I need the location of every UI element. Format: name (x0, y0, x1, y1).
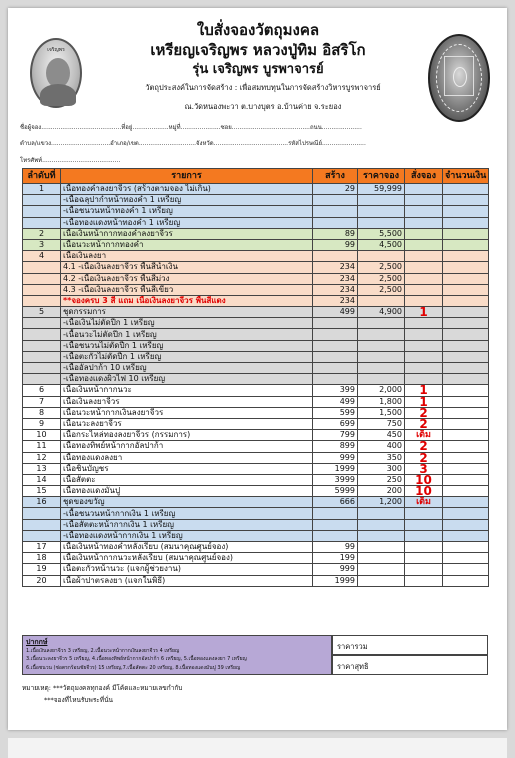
table-row (23, 542, 489, 553)
row-amount[interactable] (443, 217, 489, 228)
row-item: เนื้อนวะลงยาจีวร (61, 418, 313, 429)
table-row (23, 318, 489, 329)
row-order[interactable] (405, 295, 443, 306)
row-price (358, 564, 405, 575)
row-amount[interactable] (443, 295, 489, 306)
row-no (23, 351, 61, 362)
row-amount[interactable] (443, 430, 489, 441)
row-order[interactable] (405, 530, 443, 541)
row-price (358, 251, 405, 262)
form-title: ใบสั่งจองวัตถุมงคล (196, 21, 320, 39)
table-row (23, 553, 489, 564)
row-no (23, 262, 61, 273)
table-row (23, 575, 489, 586)
row-item: เนื้อกระไหล่ทองลงยาจีวร (กรรมการ) (61, 430, 313, 441)
row-order[interactable]: 2 (405, 407, 443, 418)
row-amount[interactable] (443, 497, 489, 508)
row-order[interactable] (405, 340, 443, 351)
row-qty: 234 (313, 273, 358, 284)
row-no: 1 (23, 184, 61, 195)
row-price (358, 519, 405, 530)
row-price: 4,900 (358, 307, 405, 318)
col-header-order: สั่งจอง (405, 169, 443, 184)
col-header-qty: สร้าง (313, 169, 358, 184)
row-qty (313, 519, 358, 530)
table-row (23, 239, 489, 250)
row-amount[interactable] (443, 318, 489, 329)
row-amount[interactable] (443, 284, 489, 295)
row-qty: 1999 (313, 575, 358, 586)
row-amount[interactable] (443, 474, 489, 485)
row-qty: 234 (313, 284, 358, 295)
row-amount[interactable] (443, 564, 489, 575)
row-qty (313, 351, 358, 362)
row-qty (313, 217, 358, 228)
row-qty (313, 251, 358, 262)
table-row (23, 284, 489, 295)
row-no: 11 (23, 441, 61, 452)
note-line-3: 6.เนื้อชนวน (ช่อตรกร้อนชัยจีวร) 15 เหรียญ,7.เนื้อสัตตะ 20 เหรียญ, 8.เนื้อทองแดงมันปู 39 เหรียญ (26, 664, 241, 671)
row-order[interactable]: 1 (405, 385, 443, 396)
table-header-row (23, 169, 489, 184)
row-price: 400 (358, 441, 405, 452)
row-item: **จองครบ 3 สี แถม เนื้อเงินลงยาจีวร พื้นสีแดง (61, 295, 313, 306)
row-price: 2,000 (358, 385, 405, 396)
row-amount[interactable] (443, 418, 489, 429)
table-row (23, 262, 489, 273)
row-qty (313, 340, 358, 351)
row-price: 300 (358, 463, 405, 474)
row-qty (313, 318, 358, 329)
row-order[interactable]: 2 (405, 452, 443, 463)
row-order[interactable] (405, 239, 443, 250)
row-qty: 799 (313, 430, 358, 441)
note-title: ปากกษ์ (26, 638, 48, 646)
row-no: 12 (23, 452, 61, 463)
table-row (23, 184, 489, 195)
row-order[interactable] (405, 262, 443, 273)
row-price (358, 575, 405, 586)
row-item: เนื้อตะกั่วหน้านวะ (แจกผู้ช่วยงาน) (61, 564, 313, 575)
row-price: 1,200 (358, 497, 405, 508)
table-row (23, 206, 489, 217)
row-item: -เนื้อทองแดงหน้ากากเงิน 1 เหรียญ (61, 530, 313, 541)
row-item: เนื้อเงินหน้ากากนวะหลังเรียบ (สมนาคุณศูนย์จอง) (61, 553, 313, 564)
table-row (23, 497, 489, 508)
row-qty: 99 (313, 239, 358, 250)
row-qty: 499 (313, 396, 358, 407)
row-price: 2,500 (358, 284, 405, 295)
table-row (23, 195, 489, 206)
row-no: 13 (23, 463, 61, 474)
row-amount[interactable] (443, 351, 489, 362)
row-qty: 899 (313, 441, 358, 452)
row-no: 20 (23, 575, 61, 586)
row-item: -เนื้อชนวนหน้าทองคำ 1 เหรียญ (61, 206, 313, 217)
row-no: 14 (23, 474, 61, 485)
row-price (358, 363, 405, 374)
row-no: 3 (23, 239, 61, 250)
row-no (23, 206, 61, 217)
row-item: ชุดของขวัญ (61, 497, 313, 508)
row-item: -เนื้ออัลปาก้า 10 เหรียญ (61, 363, 313, 374)
table-row (23, 508, 489, 519)
row-no (23, 519, 61, 530)
row-amount[interactable] (443, 542, 489, 553)
row-amount[interactable] (443, 340, 489, 351)
purpose-text: วัตถุประสงค์ในการจัดสร้าง : เพื่อสมทบทุนในการจัดสร้างวิหารบูรพาจารย์ (145, 83, 381, 92)
row-item: เนื้อสัตตะ (61, 474, 313, 485)
row-amount[interactable] (443, 251, 489, 262)
row-no (23, 217, 61, 228)
row-item: -เนื้อชนวนหน้ากากเงิน 1 เหรียญ (61, 508, 313, 519)
note-line-1: 1.เนื้อเงินลงยาจีวร 3 เหรียญ, 2.เนื้อนวะหน้ากากเงินลงยาจีวร 4 เหรียญ (26, 647, 180, 654)
table-row (23, 441, 489, 452)
row-qty (313, 363, 358, 374)
row-amount[interactable] (443, 385, 489, 396)
row-item: เนื้อเงินลงยา (61, 251, 313, 262)
row-no: 16 (23, 497, 61, 508)
row-order[interactable]: 2 (405, 418, 443, 429)
row-qty (313, 206, 358, 217)
row-item: -เนื้อเงินไม่ตัดปีก 1 เหรียญ (61, 318, 313, 329)
row-qty: 3999 (313, 474, 358, 485)
row-amount[interactable] (443, 519, 489, 530)
row-item: เนื้อเงินลงยาจีวร (61, 396, 313, 407)
row-order[interactable] (405, 273, 443, 284)
row-amount[interactable] (443, 508, 489, 519)
row-no (23, 284, 61, 295)
row-qty: 1999 (313, 463, 358, 474)
row-qty: 234 (313, 262, 358, 273)
row-no: 9 (23, 418, 61, 429)
table-row (23, 385, 489, 396)
row-amount[interactable] (443, 262, 489, 273)
row-no: 15 (23, 486, 61, 497)
row-qty: 666 (313, 497, 358, 508)
row-qty: 999 (313, 564, 358, 575)
row-order[interactable] (405, 251, 443, 262)
col-header-item: รายการ (61, 169, 313, 184)
row-price: 450 (358, 430, 405, 441)
row-item: เนื้อเงินหน้ากากนวะ (61, 385, 313, 396)
row-price (358, 553, 405, 564)
row-no (23, 318, 61, 329)
row-order[interactable] (405, 206, 443, 217)
table-body (23, 184, 489, 587)
row-order[interactable] (405, 575, 443, 586)
total-label: ราคารวม (337, 642, 368, 651)
row-price (358, 530, 405, 541)
table-row (23, 430, 489, 441)
row-amount[interactable] (443, 452, 489, 463)
row-no (23, 363, 61, 374)
row-order[interactable] (405, 318, 443, 329)
table-row (23, 217, 489, 228)
row-order[interactable] (405, 195, 443, 206)
table-row (23, 295, 489, 306)
row-qty (313, 530, 358, 541)
row-price: 2,500 (358, 273, 405, 284)
coin-left-caption: เจริญพร (47, 47, 65, 53)
row-no: 8 (23, 407, 61, 418)
row-qty: 89 (313, 228, 358, 239)
row-no: 6 (23, 385, 61, 396)
row-price (358, 329, 405, 340)
table-row (23, 251, 489, 262)
row-no: 18 (23, 553, 61, 564)
row-item: -เนื้อนวะไม่ตัดปีก 1 เหรียญ (61, 329, 313, 340)
row-order[interactable]: 10 (405, 486, 443, 497)
row-amount[interactable] (443, 407, 489, 418)
row-no (23, 530, 61, 541)
field-district-province[interactable]: ตำบล/แขวง...............................อำเภอ/เขต..............................จังหวัด.......................................รหัสไปรษณีย์....................... (20, 140, 366, 147)
next-page-edge (8, 738, 507, 758)
row-amount[interactable] (443, 184, 489, 195)
row-no: 19 (23, 564, 61, 575)
net-price-field[interactable] (332, 655, 488, 675)
row-amount[interactable] (443, 396, 489, 407)
row-price: 350 (358, 452, 405, 463)
row-price (358, 351, 405, 362)
row-item: เนื้อเงินหน้าทองคำหลังเรียบ (สมนาคุณศูนย์จอง) (61, 542, 313, 553)
row-qty (313, 374, 358, 385)
table-row (23, 530, 489, 541)
row-amount[interactable] (443, 239, 489, 250)
row-order[interactable] (405, 553, 443, 564)
row-item: เนื้อนวะหน้ากากเงินลงยาจีวร (61, 407, 313, 418)
row-price (358, 206, 405, 217)
row-item: เนื้อทองแดงมันปู (61, 486, 313, 497)
row-amount[interactable] (443, 307, 489, 318)
row-order[interactable]: 2 (405, 441, 443, 452)
coin-edition: รุ่น เจริญพร บูรพาจารย์ (192, 62, 324, 77)
row-item: -เนื้อสัตตะหน้ากากเงิน 1 เหรียญ (61, 519, 313, 530)
remark-line-1: หมายเหตุ: ***วัตถุมงคลทุกองค์ มีโค้ดและหมายเลขกำกับ (22, 684, 183, 692)
row-qty: 399 (313, 385, 358, 396)
row-price: 750 (358, 418, 405, 429)
row-item: เนื้อทองทิพย์หน้ากากอัลปาก้า (61, 441, 313, 452)
footer-area (22, 635, 488, 675)
row-order[interactable] (405, 329, 443, 340)
address-text: ณ.วัดหนองพะวา ต.บางบุตร อ.บ้านค่าย จ.ระยอง (184, 102, 342, 111)
row-qty (313, 329, 358, 340)
row-qty: 234 (313, 295, 358, 306)
row-order[interactable] (405, 564, 443, 575)
table-row (23, 418, 489, 429)
row-amount[interactable] (443, 273, 489, 284)
row-item: ชุดกรรมการ (61, 307, 313, 318)
table-row (23, 463, 489, 474)
row-price (358, 295, 405, 306)
table-row (23, 329, 489, 340)
table-row (23, 396, 489, 407)
row-no (23, 374, 61, 385)
row-no (23, 340, 61, 351)
row-item: เนื้อทองคำลงยาจีวร (สร้างตามจอง ไม่เกิน) (61, 184, 313, 195)
row-price: 250 (358, 474, 405, 485)
table-row (23, 564, 489, 575)
row-qty: 699 (313, 418, 358, 429)
row-no: 4 (23, 251, 61, 262)
row-order[interactable] (405, 217, 443, 228)
row-price: 4,500 (358, 239, 405, 250)
row-order[interactable] (405, 184, 443, 195)
row-price (358, 318, 405, 329)
field-phone[interactable]: โทรศัพท์......................................... (20, 157, 121, 164)
row-order[interactable] (405, 508, 443, 519)
row-amount[interactable] (443, 374, 489, 385)
row-qty (313, 508, 358, 519)
table-row (23, 486, 489, 497)
row-item: เนื้อชินบัญชร (61, 463, 313, 474)
coin-left-image (30, 38, 82, 108)
row-no: 2 (23, 228, 61, 239)
row-price (358, 374, 405, 385)
row-order[interactable] (405, 519, 443, 530)
row-order[interactable]: เต็ม (405, 430, 443, 441)
table-row (23, 307, 489, 318)
row-item: -เนื้อชนวนไม่ตัดปีก 1 เหรียญ (61, 340, 313, 351)
row-item: -เนื้อฉลุปากำหน้าทองคำ 1 เหรียญ (61, 195, 313, 206)
order-table (22, 168, 489, 587)
row-order[interactable]: 10 (405, 474, 443, 485)
row-price: 1,500 (358, 407, 405, 418)
row-no: 17 (23, 542, 61, 553)
row-qty: 199 (313, 553, 358, 564)
table-row (23, 452, 489, 463)
row-price: 200 (358, 486, 405, 497)
table-row (23, 519, 489, 530)
coin-name: เหรียญเจริญพร หลวงปู่ทิม อิสริโก (150, 41, 366, 59)
row-amount[interactable] (443, 463, 489, 474)
row-order[interactable]: 1 (405, 307, 443, 318)
table-row (23, 228, 489, 239)
table-row (23, 340, 489, 351)
table-row (23, 363, 489, 374)
row-item: 4.1 -เนื้อเงินลงยาจีวร พื้นสีน้ำเงิน (61, 262, 313, 273)
row-no: 7 (23, 396, 61, 407)
row-price: 1,800 (358, 396, 405, 407)
row-amount[interactable] (443, 486, 489, 497)
row-amount[interactable] (443, 575, 489, 586)
row-item: เนื้อผ้าปาตรลงยา (แจกในพิธี) (61, 575, 313, 586)
row-item: -เนื้อตะกั่วไม่ตัดปีก 1 เหรียญ (61, 351, 313, 362)
row-amount[interactable] (443, 553, 489, 564)
row-item: เนื้อทองแดงลงยา (61, 452, 313, 463)
row-item: 4.2 -เนื้อเงินลงยาจีวร พื้นสีม่วง (61, 273, 313, 284)
row-order[interactable] (405, 351, 443, 362)
row-amount[interactable] (443, 206, 489, 217)
row-order[interactable]: 1 (405, 396, 443, 407)
col-header-price: ราคาจอง (358, 169, 405, 184)
row-no (23, 195, 61, 206)
note-line-2: 3.เนื้อนวะลงยาจีวร 5 เหรียญ, 4.เนื้อทองทิพย์หน้ากากอัลปาก้า 6 เหรียญ, 5.เนื้อทองแดงลงยา 7 เหรียญ (26, 656, 247, 662)
row-qty: 999 (313, 452, 358, 463)
col-header-no: ลำดับที่ (23, 169, 61, 184)
row-amount[interactable] (443, 441, 489, 452)
row-amount[interactable] (443, 228, 489, 239)
row-price (358, 217, 405, 228)
row-no (23, 295, 61, 306)
row-price (358, 195, 405, 206)
row-price: 5,500 (358, 228, 405, 239)
row-order[interactable] (405, 228, 443, 239)
row-price: 59,999 (358, 184, 405, 195)
row-order[interactable]: 3 (405, 463, 443, 474)
row-amount[interactable] (443, 329, 489, 340)
row-qty: 99 (313, 542, 358, 553)
row-order[interactable]: เต็ม (405, 497, 443, 508)
col-header-amount: จำนวนเงิน (443, 169, 489, 184)
row-qty: 599 (313, 407, 358, 418)
row-order[interactable] (405, 284, 443, 295)
table-row (23, 273, 489, 284)
row-no (23, 329, 61, 340)
row-item: -เนื้อทองแดงหน้าทองคำ 1 เหรียญ (61, 217, 313, 228)
row-no: 10 (23, 430, 61, 441)
row-item: 4.3 -เนื้อเงินลงยาจีวร พื้นสีเขียว (61, 284, 313, 295)
row-qty: 5999 (313, 486, 358, 497)
row-price (358, 508, 405, 519)
row-amount[interactable] (443, 530, 489, 541)
coin-right-image (428, 34, 490, 122)
remark-line-2: ***จองที่ไหนรับพระที่นั่น (44, 696, 113, 704)
row-qty: 29 (313, 184, 358, 195)
total-price-field[interactable] (332, 635, 488, 655)
field-name-address[interactable]: ชื่อผู้จอง..........................................ที่อยู่...................หมู่ที่.....................ซอย.........................................ถนน..................... (20, 124, 362, 131)
row-item: เนื้อเงินหน้ากากทองคำลงยาจีวร (61, 228, 313, 239)
row-amount[interactable] (443, 195, 489, 206)
row-order[interactable] (405, 542, 443, 553)
row-price (358, 340, 405, 351)
row-qty: 499 (313, 307, 358, 318)
row-no (23, 508, 61, 519)
table-row (23, 351, 489, 362)
row-qty (313, 195, 358, 206)
row-item: -เนื้อทองแดงผิวไฟ 10 เหรียญ (61, 374, 313, 385)
net-label: ราคาสุทธิ (337, 662, 369, 671)
row-amount[interactable] (443, 363, 489, 374)
table-row (23, 474, 489, 485)
table-row (23, 374, 489, 385)
row-no (23, 273, 61, 284)
row-order[interactable] (405, 363, 443, 374)
row-item: เนื้อนวะหน้ากากทองคำ (61, 239, 313, 250)
row-no: 5 (23, 307, 61, 318)
bonus-note-box (22, 635, 332, 675)
remarks (22, 682, 182, 706)
row-order[interactable] (405, 374, 443, 385)
row-price: 2,500 (358, 262, 405, 273)
row-price (358, 542, 405, 553)
table-row (23, 407, 489, 418)
